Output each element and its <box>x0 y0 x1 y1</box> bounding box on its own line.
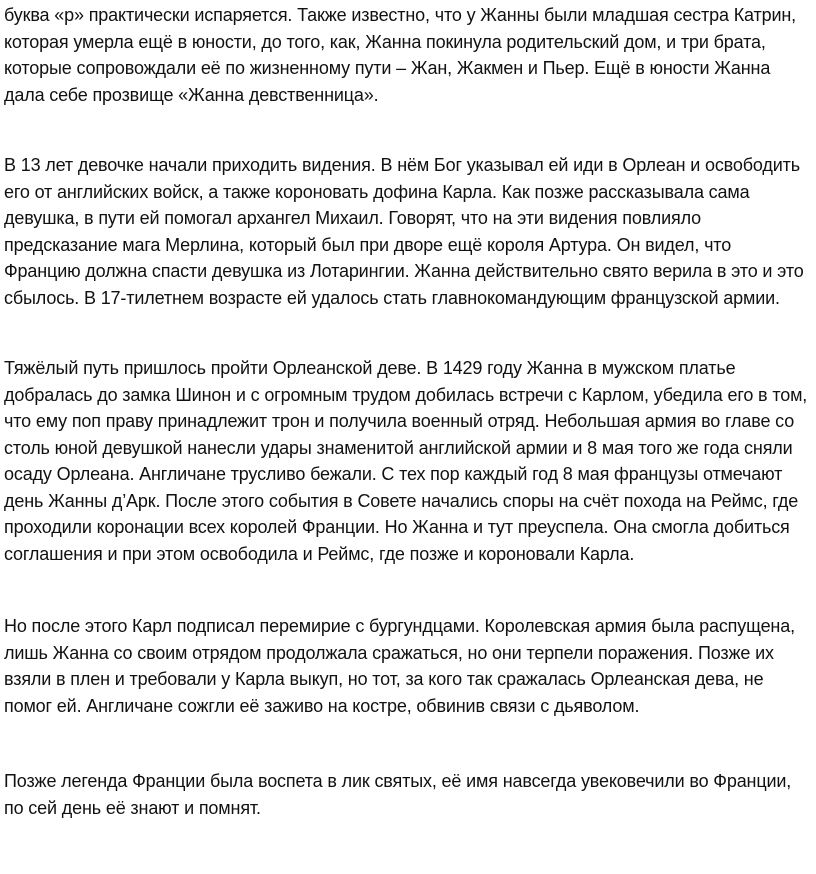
paragraph-visions: В 13 лет девочке начали приходить видения. В нём Бог указывал ей иди в Орлеан и освободить его от английских войск, а также короновать дофина Карла. Как позже рассказывала сама девушка, в пути ей помогал архангел Михаил. Говорят, что на эти видения повлияло предсказание мага Мерлина, который был при дворе ещё короля Артура. Он видел, что Францию должна спасти девушка из Лотарингии. Жанна действительно свято верила в это и это сбылось. В 17-тилетнем возрасте ей удалось стать главнокомандующим французской армии. <box>4 155 804 308</box>
paragraph-orleans: Тяжёлый путь пришлось пройти Орлеанской деве. В 1429 году Жанна в мужском платье добралась до замка Шинон и с огромным трудом добилась встречи с Карлом, убедила его в том, что ему поп праву принадлежит трон и получила военный отряд. Небольшая армия во главе со столь юной девушкой нанесли удары знаменитой английской армии и 8 мая того же года сняли осаду Орлеана. Англичане трусливо бежали. С тех пор каждый год 8 мая французы отмечают день Жанны д’Арк. После этого события в Совете начались споры на счёт похода на Реймс, где проходили коронации всех королей Франции. Но Жанна и тут преуспела. Она смогла добиться соглашения и при этом освободила и Реймс, где позже и короновали Карла. <box>4 358 808 564</box>
paragraph-family: буква «р» практически испаряется. Также известно, что у Жанны были младшая сестра Катрин, которая умерла ещё в юности, до того, как, Жанна покинула родительский дом, и три брата, которые сопровождали её по жизненному пути – Жан, Жакмен и Пьер. Ещё в юности Жанна дала себе прозвище «Жанна девственница». <box>4 5 796 105</box>
paragraph-capture: Но после этого Карл подписал перемирие с бургундцами. Королевская армия была распущена, лишь Жанна со своим отрядом продолжала сражаться, но они терпели поражения. Позже их взяли в плен и требовали у Карла выкуп, но тот, за кого так сражалась Орлеанская дева, не помог ей. Англичане сожгли её заживо на костре, обвинив связи с дьяволом. <box>4 616 795 716</box>
paragraph-legend: Позже легенда Франции была воспета в лик святых, её имя навсегда увековечили во Франции, по сей день её знают и помнят. <box>4 771 792 818</box>
